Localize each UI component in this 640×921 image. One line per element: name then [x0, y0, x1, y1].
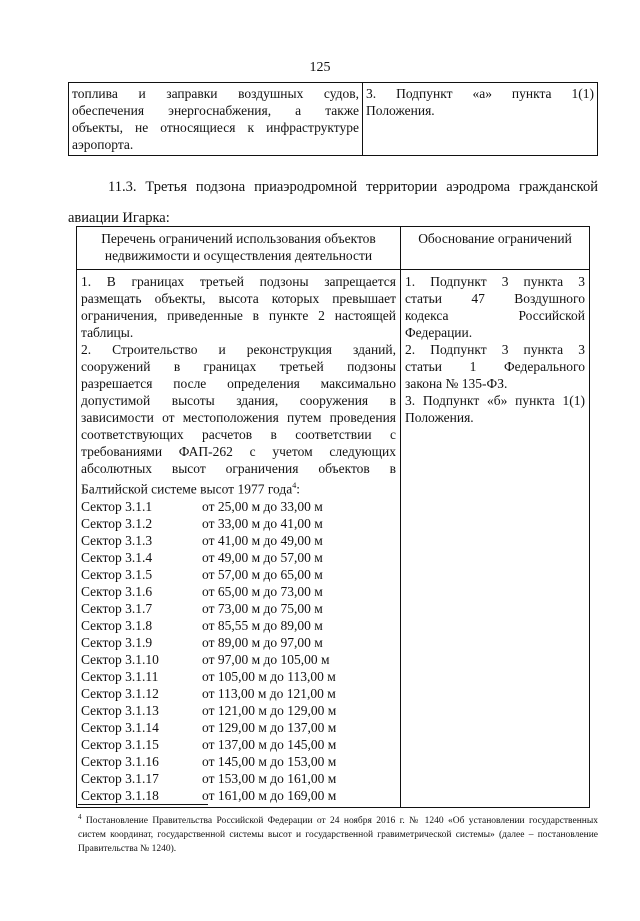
continued-restrictions-cell — [69, 83, 363, 156]
sector-range: от 33,00 м до 41,00 м — [202, 515, 323, 531]
text-line: требованиями ФАП-262 с учетом следующих — [81, 444, 396, 459]
continued-table — [68, 82, 598, 156]
text-line: статьи 47 Воздушного — [405, 291, 585, 306]
sector-range: от 129,00 м до 137,00 м — [202, 719, 337, 735]
text-line: 3. Подпункт «а» пункта 1(1) — [366, 86, 594, 101]
text-line: таблицы. — [81, 325, 134, 340]
section-heading-line: авиации Игарка: — [68, 210, 170, 226]
text-line: разрешается после определения максимально — [81, 376, 396, 391]
sector-row — [81, 617, 396, 634]
header-justification: Обоснование ограничений — [401, 227, 590, 270]
sector-row — [81, 787, 396, 804]
sector-name: Сектор 3.1.8 — [81, 617, 153, 633]
sector-row — [81, 770, 396, 787]
sector-name: Сектор 3.1.12 — [81, 685, 159, 701]
restrictions-table — [76, 226, 590, 808]
sector-name: Сектор 3.1.5 — [81, 566, 153, 582]
text-line: Положения. — [405, 410, 474, 425]
text-line: Федерации. — [405, 325, 473, 340]
sector-range: от 137,00 м до 145,00 м — [202, 736, 337, 752]
text-line: статьи 1 Федерального — [405, 359, 585, 374]
sector-name: Сектор 3.1.4 — [81, 549, 153, 565]
sector-name: Сектор 3.1.18 — [81, 787, 159, 803]
sector-row — [81, 685, 396, 702]
sector-row — [81, 753, 396, 770]
header-restrictions — [77, 227, 401, 270]
text-line: топлива и заправки воздушных судов, — [72, 86, 359, 101]
sector-name: Сектор 3.1.11 — [81, 668, 159, 684]
page-number: 125 — [309, 60, 331, 75]
text-line: 3. Подпункт «б» пункта 1(1) — [405, 393, 585, 408]
text-line: кодекса Российской — [405, 308, 585, 323]
text-line: ограничения, приведенные в пункте 2 настоящей — [81, 308, 396, 323]
sector-name: Сектор 3.1.14 — [81, 719, 159, 735]
sector-name: Сектор 3.1.9 — [81, 634, 153, 650]
footnote-text: Постановление Правительства Российской Федерации от 24 ноября 2016 г. № 1240 «Об установлении государственных систем координат, государственной системы высот и государственной гравиметрической системы» (далее – постановление Правительства № 1240). — [78, 816, 599, 855]
text-line: закона № 135-ФЗ. — [405, 376, 508, 391]
sector-range: от 85,55 м до 89,00 м — [202, 617, 323, 633]
sector-range: от 113,00 м до 121,00 м — [202, 685, 336, 701]
sector-row — [81, 498, 396, 515]
sector-list — [81, 498, 396, 804]
sector-range: от 57,00 м до 65,00 м — [202, 566, 323, 582]
sector-row — [81, 583, 396, 600]
text-line: Балтийской системе высот 1977 года$^4$: — [81, 481, 301, 497]
continued-justification-cell — [363, 83, 598, 156]
sector-name: Сектор 3.1.6 — [81, 583, 153, 599]
sector-name: Сектор 3.1.2 — [81, 515, 153, 531]
sector-range: от 49,00 м до 57,00 м — [202, 549, 323, 565]
text-line: размещать объекты, высота которых превышает — [81, 291, 396, 306]
sector-range: от 105,00 м до 113,00 м — [202, 668, 336, 684]
sector-name: Сектор 3.1.7 — [81, 600, 153, 616]
text-line: обеспечения энергоснабжения, а также — [72, 103, 359, 118]
text-line: зависимости от местоположения путем проведения — [81, 410, 396, 425]
sector-name: Сектор 3.1.15 — [81, 736, 159, 752]
header-line: недвижимости и осуществления деятельности — [104, 248, 373, 263]
sector-row — [81, 634, 396, 651]
sector-row — [81, 566, 396, 583]
section-heading — [68, 172, 598, 234]
text-line: 1. В границах третьей подзоны запрещается — [81, 274, 396, 289]
footnote-separator — [78, 804, 208, 805]
sector-range: от 41,00 м до 49,00 м — [202, 532, 323, 548]
text-line: сооружений в границах третьей подзоны — [81, 359, 396, 374]
sector-name: Сектор 3.1.13 — [81, 702, 159, 718]
text-line: 2. Подпункт 3 пункта 3 — [405, 342, 585, 357]
text-line-body: Балтийской системе высот 1977 года — [81, 481, 293, 497]
restrictions-cell — [77, 270, 401, 808]
sector-range: от 25,00 м до 33,00 м — [202, 498, 323, 514]
sector-row — [81, 702, 396, 719]
text-line: допустимой высоты здания, сооружения в — [81, 393, 396, 408]
sector-row — [81, 668, 396, 685]
sector-row — [81, 719, 396, 736]
footnote-mark: 4 — [78, 813, 82, 821]
sector-row — [81, 549, 396, 566]
text-line: 2. Строительство и реконструкция зданий, — [81, 342, 396, 357]
sector-name: Сектор 3.1.1 — [81, 498, 153, 514]
text-line: соответствующих расчетов в соответствии с — [81, 427, 396, 442]
sector-range: от 89,00 м до 97,00 м — [202, 634, 323, 650]
sector-row — [81, 532, 396, 549]
sector-row — [81, 736, 396, 753]
sector-row — [81, 651, 396, 668]
sector-range: от 145,00 м до 153,00 м — [202, 753, 337, 769]
sector-range: от 97,00 м до 105,00 м — [202, 651, 330, 667]
section-heading-line: 11.3. Третья подзона приаэродромной территории аэродрома гражданской — [108, 179, 598, 195]
text-line: аэропорта. — [72, 137, 134, 152]
text-line: 1. Подпункт 3 пункта 3 — [405, 274, 585, 289]
sector-row — [81, 600, 396, 617]
sector-range: от 161,00 м до 169,00 м — [202, 787, 337, 803]
sector-name: Сектор 3.1.16 — [81, 753, 159, 769]
footnote-ref: 4 — [292, 481, 297, 490]
justification-cell — [401, 270, 590, 808]
sector-name: Сектор 3.1.10 — [81, 651, 159, 667]
sector-range: от 73,00 м до 75,00 м — [202, 600, 323, 616]
sector-range: от 65,00 м до 73,00 м — [202, 583, 323, 599]
text-line: абсолютных высот ограничения объектов в — [81, 461, 396, 476]
sector-name: Сектор 3.1.3 — [81, 532, 153, 548]
text-line: объекты, не относящиеся к инфраструктуре — [72, 120, 359, 135]
header-line: Перечень ограничений использования объектов — [101, 231, 376, 246]
sector-row — [81, 515, 396, 532]
sector-range: от 121,00 м до 129,00 м — [202, 702, 337, 718]
sector-name: Сектор 3.1.17 — [81, 770, 159, 786]
footnote — [78, 810, 598, 856]
sector-range: от 153,00 м до 161,00 м — [202, 770, 337, 786]
text-line: Положения. — [366, 103, 435, 118]
